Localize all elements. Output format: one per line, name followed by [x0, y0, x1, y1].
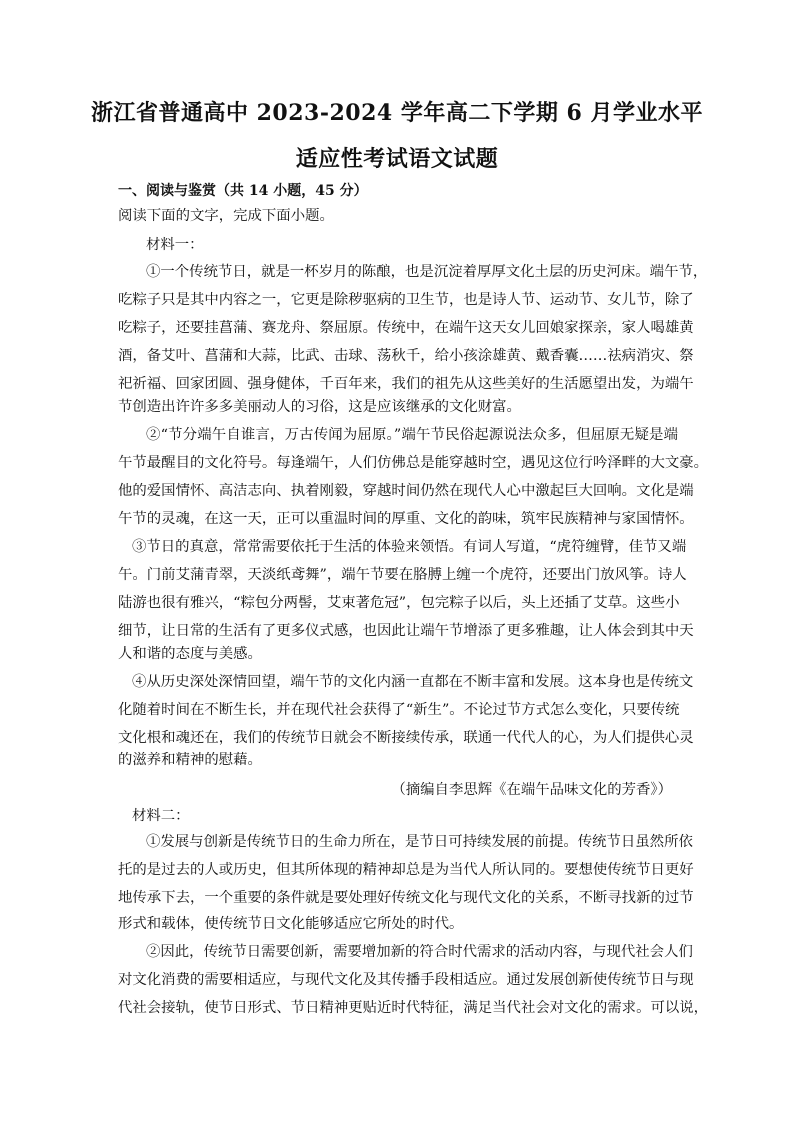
source-citation: （摘编自李思辉《在端午品味文化的芳香》） [391, 782, 672, 798]
paragraph-line: 吃粽子只是其中内容之一，它更是除秽驱病的卫生节，也是诗人节、运动节、女儿节，除了 [118, 292, 694, 308]
paragraph-line: 化随着时间在不断生长，并在现代社会获得了“新生”。不论过节方式怎么变化，只要传统 [118, 702, 680, 718]
paragraph-line: 午。门前艾蒲青翠，天淡纸鸢舞”，端午节要在胳膊上缠一个虎符，还要出门放风筝。诗人 [118, 567, 687, 583]
paragraph-line: 托的是过去的人或历史，但其所体现的精神却总是为当代人所认同的。要想使传统节日更好 [118, 862, 694, 878]
paragraph-line: 人和谐的态度与美感。 [118, 646, 262, 662]
paragraph-line: ④从历史深处深情回望，端午节的文化内涵一直都在不断丰富和发展。这本身也是传统文 [132, 674, 694, 690]
instruction-text: 阅读下面的文字，完成下面小题。 [118, 208, 334, 224]
paragraph-line: 对文化消费的需要相适应，与现代文化及其传播手段相适应。通过发展创新使传统节日与现 [118, 972, 694, 988]
paragraph-line: ①发展与创新是传统节日的生命力所在，是节日可持续发展的前提。传统节日虽然所依 [146, 834, 693, 850]
paragraph-line: 的滋养和精神的慰藉。 [118, 752, 262, 768]
paragraph-line: 形式和载体，使传统节日文化能够适应它所处的时代。 [118, 916, 464, 932]
paragraph-line: 祀祈福、回家团圆、强身健体，千百年来，我们的祖先从这些美好的生活愿望出发，为端午 [118, 376, 694, 392]
paragraph-line: ②“节分端午自谁言，万古传闻为屈原。”端午节民俗起源说法众多，但屈原无疑是端 [146, 427, 678, 443]
paragraph-line: ②因此，传统节日需要创新，需要增加新的符合时代需求的活动内容，与现代社会人们 [146, 944, 693, 960]
paragraph-line: 午节最醒目的文化符号。每逢端午，人们仿佛总是能穿越时空，遇见这位行吟泽畔的大文豪。 [118, 455, 709, 471]
material1-label: 材料一： [146, 237, 204, 253]
material2-label: 材料二： [132, 808, 190, 824]
paragraph-line: 陆游也很有雅兴，“粽包分两髻，艾束著危冠”，包完粽子以后，头上还插了艾草。这些小 [118, 595, 680, 611]
section-heading: 一、阅读与鉴赏（共 14 小题，45 分） [118, 183, 368, 199]
paragraph-line: 节创造出许许多多美丽动人的习俗，这是应该继承的文化财富。 [118, 399, 521, 415]
paragraph-line: 地传承下去，一个重要的条件就是要处理好传统文化与现代文化的关系，不断寻找新的过节 [118, 890, 694, 906]
paragraph-line: 文化根和魂还在，我们的传统节日就会不断接续传承，联通一代代人的心，为人们提供心灵 [118, 730, 694, 746]
paragraph-line: 午节的灵魂，在这一天，正可以重温时间的厚重、文化的韵味，筑牢民族精神与家国情怀。 [118, 511, 694, 527]
page-subtitle: 适应性考试语文试题 [295, 146, 499, 172]
paragraph-line: 细节，让日常的生活有了更多仪式感，也因此让端午节增添了更多雅趣，让人体会到其中天 [118, 623, 694, 639]
paragraph-line: 他的爱国情怀、高洁志向、执着刚毅，穿越时间仍然在现代人心中激起巨大回响。文化是端 [118, 483, 694, 499]
paragraph-line: ③节日的真意，常常需要依托于生活的体验来领悟。有词人写道，“虎符缠臂，佳节又端 [132, 539, 687, 555]
page-title: 浙江省普通高中 2023-2024 学年高二下学期 6 月学业水平 [90, 100, 704, 126]
paragraph-line: 酒，备艾叶、菖蒲和大蒜，比武、击球、荡秋千，给小孩涂雄黄、戴香囊……祛病消灾、祭 [118, 348, 694, 364]
paragraph-line: 吃粽子，还要挂菖蒲、赛龙舟、祭屈原。传统中，在端午这天女儿回娘家探亲，家人喝雄黄 [118, 320, 694, 336]
paragraph-line: 代社会接轨，使节日形式、节日精神更贴近时代特征，满足当代社会对文化的需求。可以说， [118, 1000, 709, 1016]
paragraph-line: ①一个传统节日，就是一杯岁月的陈酿，也是沉淀着厚厚文化土层的历史河床。端午节， [146, 264, 708, 280]
